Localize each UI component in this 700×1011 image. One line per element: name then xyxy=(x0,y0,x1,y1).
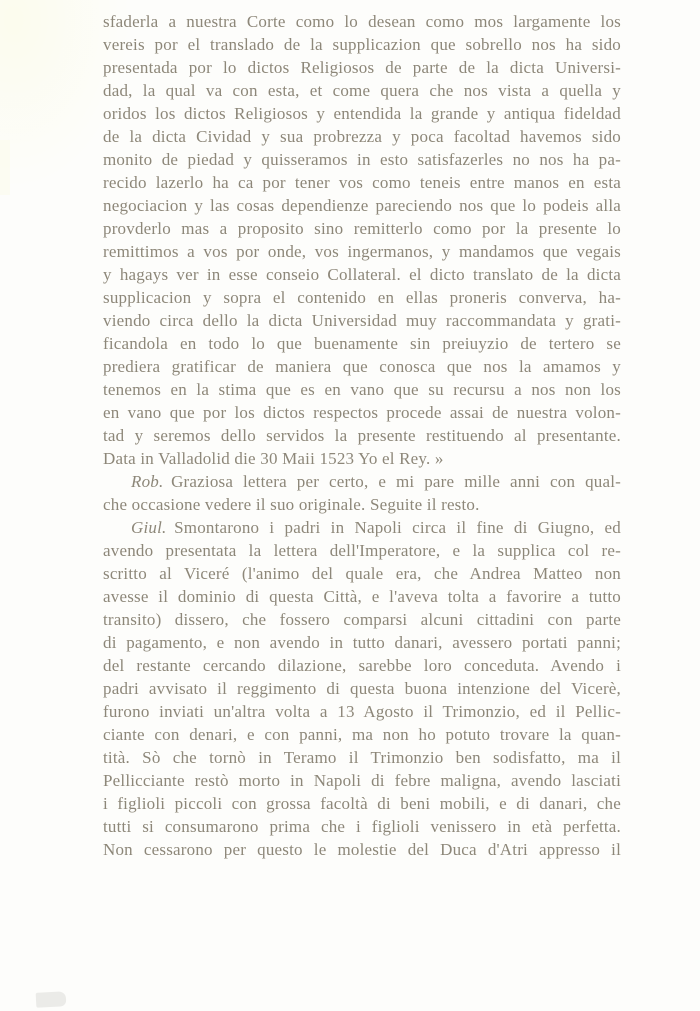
text-line: ficandola en todo lo que buenamente sin preiuyzio de tertero se xyxy=(103,334,621,353)
text-line: remittimos a vos por onde, vos ingermanos, y mandamos que vegais xyxy=(103,242,621,261)
paragraph xyxy=(103,516,621,861)
text-line: viendo circa dello la dicta Universidad muy raccommandata y grati- xyxy=(103,311,621,330)
text-line: dad, la qual va con esta, et come quera che nos vista a quella y xyxy=(103,81,621,100)
text-line: y hagays ver in esse conseio Collateral. el dicto translato de la dicta xyxy=(103,265,621,284)
speaker-name: Rob. xyxy=(131,472,164,491)
text-line: recido lazerlo ha ca por tener vos como teneis entre manos en esta xyxy=(103,173,621,192)
text-line xyxy=(103,516,621,539)
text-line: provderlo mas a proposito sino remitterlo como por la presente lo xyxy=(103,219,621,238)
text-line: tutti si consumarono prima che i figlioli venissero in età perfetta. xyxy=(103,817,621,836)
text-line: che occasione vedere il suo originale. Seguite il resto. xyxy=(103,495,480,514)
text-line: furono inviati un'altra volta a 13 Agosto il Trimonzio, ed il Pellic- xyxy=(103,702,621,721)
text-line: supplicacion y sopra el contenido en ellas proneris converva, ha- xyxy=(103,288,621,307)
text-line: Data in Valladolid die 30 Maii 1523 Yo el Rey. » xyxy=(103,449,444,468)
text-line: del restante cercando dilazione, sarebbe loro conceduta. Avendo i xyxy=(103,656,621,675)
text-line: de la dicta Cividad y sua probrezza y poca facoltad havemos sido xyxy=(103,127,621,146)
paragraph xyxy=(103,10,621,470)
paragraph xyxy=(103,470,621,516)
text-line: i figlioli piccoli con grossa facoltà di beni mobili, e di danari, che xyxy=(103,794,621,813)
scan-smudge xyxy=(36,991,67,1008)
text-line: padri avvisato il reggimento di questa buona intenzione del Vicerè, xyxy=(103,679,621,698)
text-line: monito de piedad y quisseramos in esto satisfazerles no nos ha pa- xyxy=(103,150,621,169)
text-line: vereis por el translado de la supplicazion que sobrello nos ha sido xyxy=(103,35,621,54)
text-line: avendo presentata la lettera dell'Imperatore, e la supplica col re- xyxy=(103,541,621,560)
text-line-rest: Smontarono i padri in Napoli circa il fine di Giugno, ed xyxy=(174,518,621,537)
scan-edge-tint xyxy=(0,140,10,195)
text-line: tenemos en la stima que es en vano que su recursu a nos non los xyxy=(103,380,621,399)
text-line: scritto al Viceré (l'animo del quale era, che Andrea Matteo non xyxy=(103,564,621,583)
text-line: tad y seremos dello servidos la presente restituendo al presentante. xyxy=(103,426,621,445)
text-line: en vano que por los dictos respectos procede assai de nuestra volon- xyxy=(103,403,621,422)
text-line: Non cessarono per questo le molestie del Duca d'Atri appresso il xyxy=(103,840,621,859)
page-text-block xyxy=(103,10,621,861)
text-line-rest: Graziosa lettera per certo, e mi pare mille anni con qual- xyxy=(171,472,621,491)
text-line: negociacion y las cosas dependienze pareciendo nos que lo podeis alla xyxy=(103,196,621,215)
text-line: di pagamento, e non avendo in tutto danari, avessero portati panni; xyxy=(103,633,621,652)
text-line: sfaderla a nuestra Corte como lo desean como mos largamente los xyxy=(103,12,621,31)
text-line: ciante con denari, e con panni, ma non ho potuto trovare la quan- xyxy=(103,725,621,744)
text-line: tità. Sò che tornò in Teramo il Trimonzio ben sodisfatto, ma il xyxy=(103,748,621,767)
text-line xyxy=(103,470,621,493)
text-line: prediera gratificar de maniera que conosca que nos la amamos y xyxy=(103,357,621,376)
text-line: avesse il dominio di questa Città, e l'aveva tolta a favorire a tutto xyxy=(103,587,621,606)
text-line: oridos los dictos Religiosos y entendida la grande y antiqua fideldad xyxy=(103,104,621,123)
speaker-name: Giul. xyxy=(131,518,167,537)
text-line: presentada por lo dictos Religiosos de parte de la dicta Universi- xyxy=(103,58,621,77)
text-line: transito) dissero, che fossero comparsi alcuni cittadini con parte xyxy=(103,610,621,629)
text-line: Pellicciante restò morto in Napoli di febre maligna, avendo lasciati xyxy=(103,771,621,790)
